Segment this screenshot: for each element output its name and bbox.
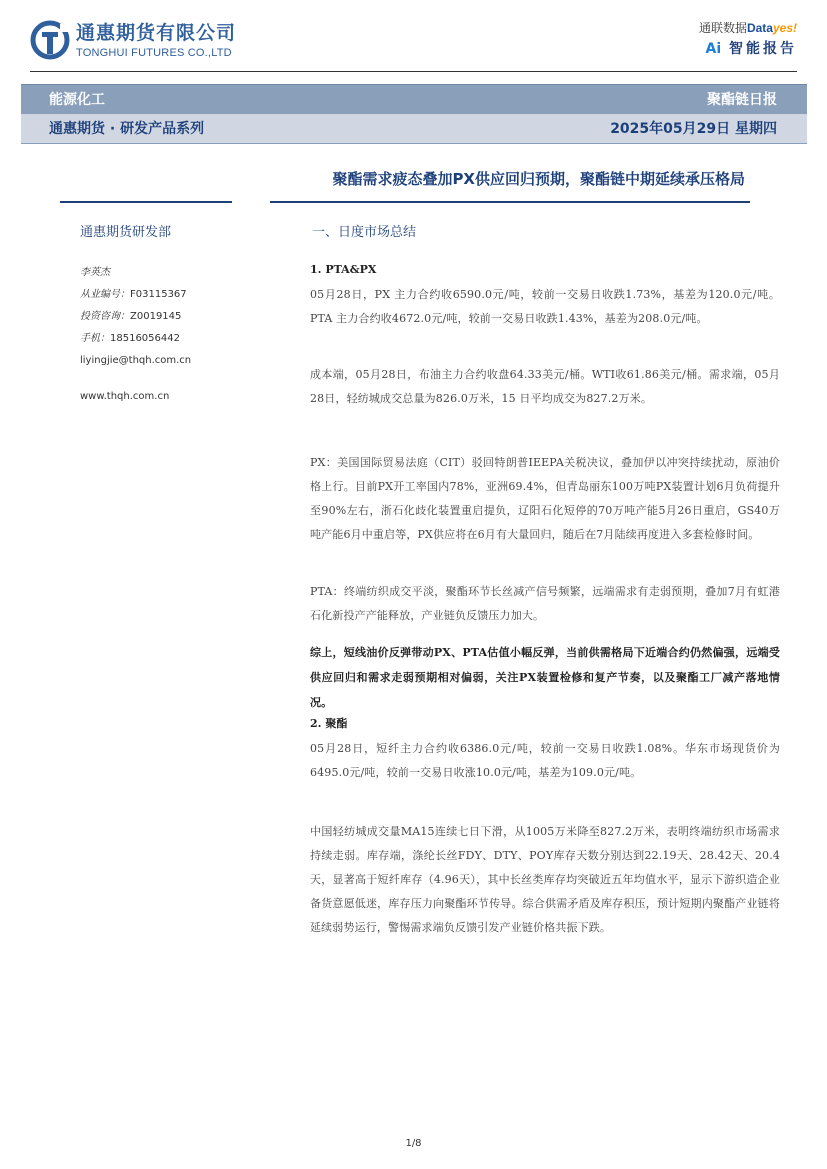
paragraph-px-supply: PX：美国国际贸易法庭（CIT）驳回特朗普IEEPA关税决议，叠加伊以冲突持续扰动，原油价格上行。目前PX开工率国内78%，亚洲69.4%，但青岛丽东100万吨PX装置计划6月负荷提升至90%左右，浙石化歧化装置重启提负，辽阳石化短停的70万吨产能5月26日重启，GS40万吨产能6月中重启等，PX供应将在6月有大量回归，随后在7月陆续再度进入多套检修时间。 (310, 456, 780, 541)
polyester-heading (310, 716, 780, 732)
license-number: 从业编号：F03115367 (80, 289, 187, 300)
datayes-brand (699, 20, 797, 58)
analyst-contact (80, 262, 191, 372)
paragraph-px-prices: 05月28日，PX 主力合约收6590.0元/吨，较前一交易日收跌1.73%，基差为120.0元/吨。PTA 主力合约收4672.0元/吨，较前一交易日收跌1.43%，基差为208.0元/吨。 (310, 288, 780, 325)
advisory-number: 投资咨询：Z0019145 (80, 311, 182, 322)
analyst-name: 李英杰 (80, 267, 110, 278)
datayes-prefix: 通联数据 (698, 21, 747, 35)
ai-report-text: 智能报告 (729, 41, 797, 57)
report-category: 能源化工 (49, 92, 105, 108)
paragraph-pta: PTA：终端纺织成交平淡，聚酯环节长丝减产信号频繁，远端需求有走弱预期，叠加7月有虹港石化新投产产能释放，产业链负反馈压力加大。 (310, 585, 780, 622)
company-logo-icon (30, 20, 70, 60)
datayes-suffix: yes! (772, 21, 797, 35)
paragraph-cost-demand: 成本端，05月28日，布油主力合约收盘64.33美元/桶。WTI收61.86美元/桶。需求端，05月28日，轻纺城成交总量为826.0万米，15 日平均成交为827.2万米。 (310, 368, 780, 405)
phone-number: 手机：18516056442 (80, 333, 180, 344)
report-title: 聚酯需求疲态叠加PX供应回归预期，聚酯链中期延续承压格局 (332, 170, 745, 188)
report-type: 聚酯链日报 (707, 92, 777, 108)
website-link[interactable]: www.thqh.com.cn (80, 391, 170, 402)
sidebar-title-rule (60, 201, 232, 203)
category-banner (21, 84, 807, 114)
company-name-en: TONGHUI FUTURES CO.,LTD (76, 47, 232, 59)
ai-report-label (699, 40, 797, 58)
polyester-subheading: 2. 聚酯 (310, 717, 348, 730)
page-number: 1/8 (405, 1138, 422, 1149)
section-heading: 一、日度市场总结 (312, 225, 417, 240)
title-rule (270, 201, 750, 203)
px-subheading: 1. PTA&PX (310, 263, 377, 276)
paragraph-polyester-inventory: 中国轻纺城成交量MA15连续七日下滑，从1005万米降至827.2万米，表明终端纺织市场需求持续走弱。库存端，涤纶长丝FDY、DTY、POY库存天数分别达到22.19天、28.42天、20.4天，显著高于短纤库存（4.96天），其中长丝类库存均突破近五年均值水平，显示下游织造企业备货意愿低迷，库存压力向聚酯环节传导。综合供需矛盾及库存积压，预计短期内聚酯产业链将延续弱势运行，警惕需求端负反馈引发产业链价格共振下跌。 (310, 825, 780, 934)
ai-mark: Ai (705, 41, 722, 57)
company-name-cn: 通惠期货有限公司 (76, 22, 237, 44)
px-heading (310, 262, 780, 278)
series-banner (21, 114, 807, 144)
paragraph-polyester-prices: 05月28日，短纤主力合约收6386.0元/吨，较前一交易日收跌1.08%。华东市场现货价为6495.0元/吨，较前一交易日收涨10.0元/吨，基差为109.0元/吨。 (310, 742, 780, 779)
email-link[interactable]: liyingjie@thqh.com.cn (80, 355, 192, 366)
header-divider (30, 71, 797, 72)
report-date: 2025年05月29日 星期四 (610, 121, 777, 137)
company-brand (76, 21, 236, 60)
report-series: 通惠期货 · 研发产品系列 (49, 121, 205, 137)
department-name: 通惠期货研发部 (80, 225, 172, 240)
datayes-logo (699, 20, 797, 36)
datayes-brand-word: Data (746, 21, 773, 35)
paragraph-summary: 综上，短线油价反弹带动PX、PTA估值小幅反弹，当前供需格局下近端合约仍然偏强，远端受供应回归和需求走弱预期相对偏弱，关注PX装置检修和复产节奏，以及聚酯工厂减产落地情况。 (310, 646, 780, 709)
